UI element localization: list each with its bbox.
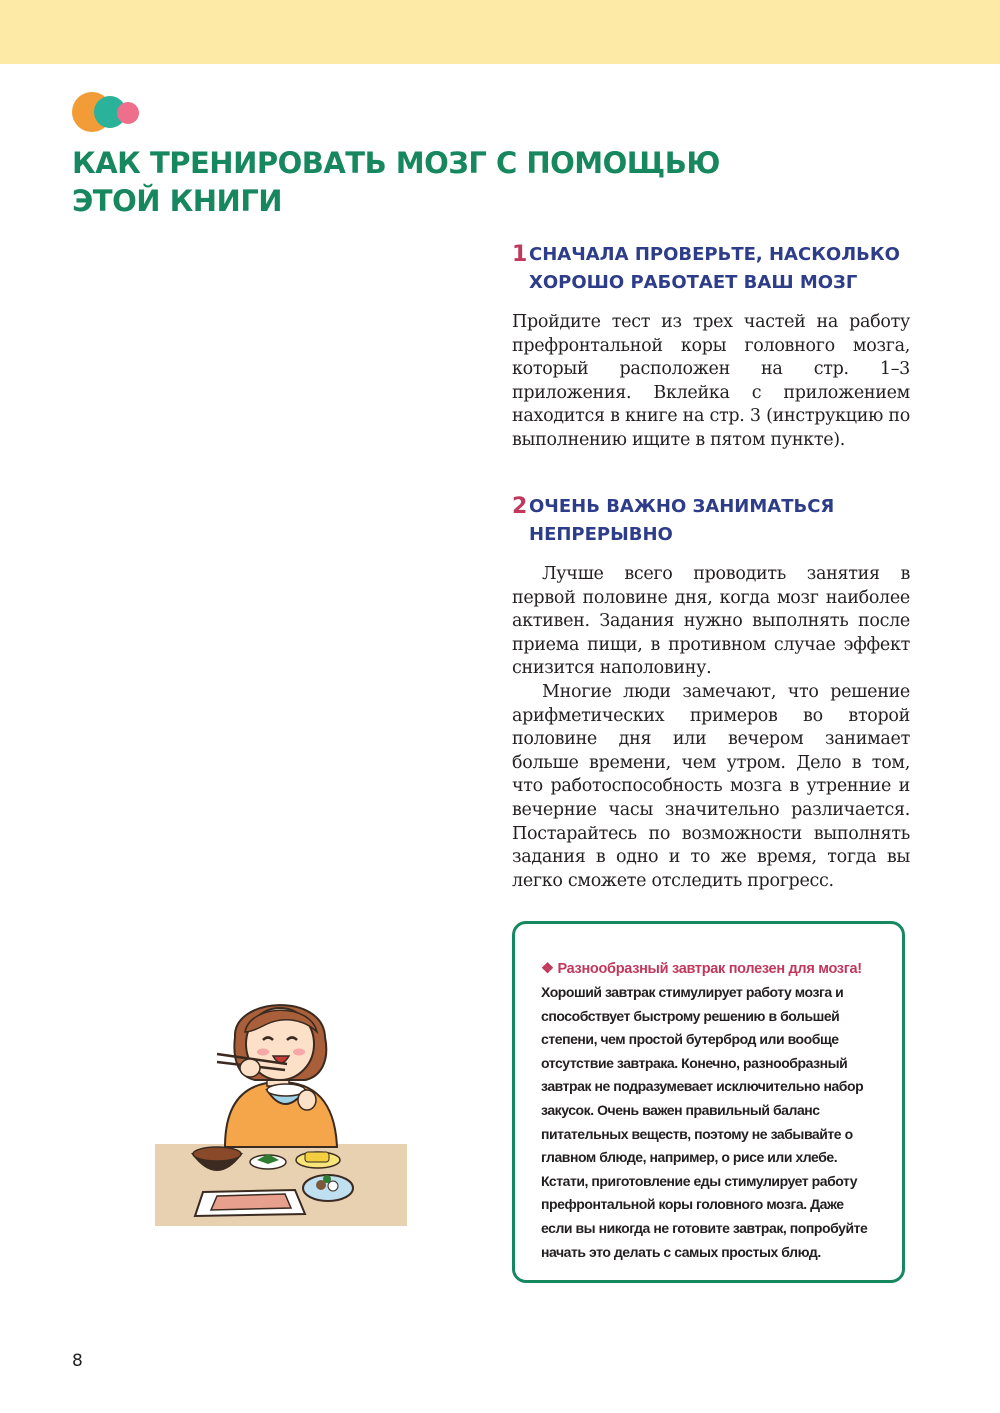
section-1-paragraph: Пройдите тест из трех частей на работу префронтальной коры головного мозга, который расположен на стр. 1–3 приложения. Вклейка с приложением находится в книге на стр. 3 (инструкцию по выполнению ищите в пятом пункте). [512, 312, 910, 450]
top-color-band [0, 0, 1000, 64]
breakfast-note-box [512, 921, 905, 1283]
three-circles-icon [72, 90, 142, 136]
section-1 [512, 241, 910, 453]
section-2-paragraph-1: Лучше всего проводить занятия в первой половине дня, когда мозг наиболее активен. Задания нужно выполнять после приема пищи, в противном случае эффект снизится наполовину. [512, 564, 910, 679]
pink-circle [117, 102, 139, 124]
section-1-heading-text [529, 241, 900, 297]
page-title [72, 144, 772, 220]
section-1-heading-line2: ХОРОШО РАБОТАЕТ ВАШ МОЗГ [529, 272, 858, 293]
note-body: Хороший завтрак стимулирует работу мозга и способствует быстрому решению в большей степени, чем простой бутерброд или вообще отсутствие завтрака. Конечно, разнообразный завтрак не подразумевает исключительно набор закусок. Очень важен правильный баланс питательных веществ, поэтому не забывайте о главном блюде, например, о рисе или хлебе. Кстати, приготовление еды стимулирует работу префронтальной коры головного мозга. Даже если вы никогда не готовите завтрак, попробуйте начать это делать с самых простых блюд. [541, 984, 868, 1260]
section-1-number: 1 [512, 242, 528, 267]
page-title-line2: ЭТОЙ КНИГИ [72, 184, 283, 218]
section-2-heading-line1: ОЧЕНЬ ВАЖНО ЗАНИМАТЬСЯ [529, 496, 835, 517]
section-2-heading [512, 493, 910, 549]
section-2-number: 2 [512, 494, 528, 519]
section-1-heading [512, 241, 910, 297]
section-2-heading-line2: НЕПРЕРЫВНО [529, 524, 673, 545]
woman-eating-breakfast-illustration [155, 982, 410, 1227]
section-2-paragraph-2: Многие люди замечают, что решение арифметических примеров во второй половине дня или вечером занимает больше времени, чем утром. Дело в том, что работоспособность мозга в утренние и вечерние часы значительно различается. Постарайтесь по возможности выполнять задания в одно и то же время, тогда вы легко сможете отследить прогресс. [512, 681, 910, 891]
section-1-heading-line1: СНАЧАЛА ПРОВЕРЬТЕ, НАСКОЛЬКО [529, 244, 900, 265]
note-title-text: Разнообразный завтрак полезен для мозга! [557, 961, 862, 977]
page-number: 8 [72, 1351, 83, 1371]
section-2-heading-text [529, 493, 834, 549]
note-title [541, 958, 878, 981]
section-2 [512, 493, 910, 893]
page-title-line1: КАК ТРЕНИРОВАТЬ МОЗГ С ПОМОЩЬЮ [72, 146, 720, 180]
note-bullet-icon: ❖ [541, 961, 554, 977]
